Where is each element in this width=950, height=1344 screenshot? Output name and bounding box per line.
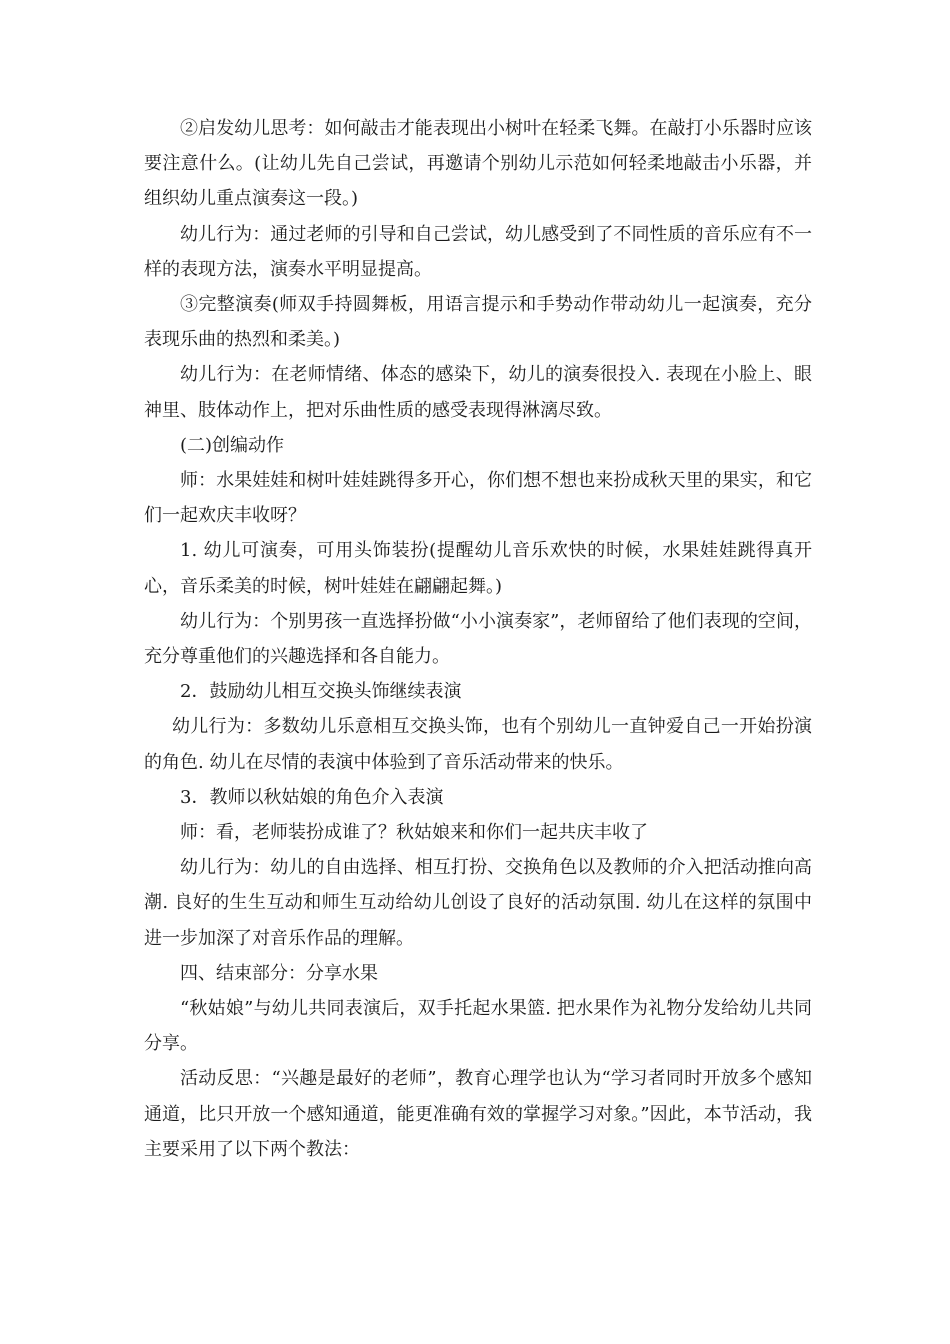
paragraph-step-1: 1. 幼儿可演奏，可用头饰装扮(提醒幼儿音乐欢快的时候，水果娃娃跳得真开心，音乐柔美的时候，树叶娃娃在翩翩起舞。) (144, 540, 812, 597)
paragraph-teacher-autumn: 师：看，老师装扮成谁了？秋姑娘来和你们一起共庆丰收了 (180, 822, 648, 844)
paragraph-inspire-thinking: ②启发幼儿思考：如何敲击才能表现出小树叶在轻柔飞舞。在敲打小乐器时应该要注意什么。(让幼儿先自己尝试，再邀请个别幼儿示范如何轻柔地敲击小乐器，并组织幼儿重点演奏这一段。) (144, 118, 812, 210)
paragraph-full-performance: ③完整演奏(师双手持圆舞板，用语言提示和手势动作带动幼儿一起演奏，充分表现乐曲的热烈和柔美。) (144, 294, 812, 351)
paragraph-child-behavior-5: 幼儿行为：幼儿的自由选择、相互打扮、交换角色以及教师的介入把活动推向高潮. 良好的生生互动和师生互动给幼儿创设了良好的活动氛围. 幼儿在这样的氛围中进一步加深了对音乐作品的理解。 (144, 857, 812, 949)
paragraph-share-fruit: “秋姑娘”与幼儿共同表演后，双手托起水果篮. 把水果作为礼物分发给幼儿共同分享。 (144, 998, 812, 1055)
section-heading-ending: 四、结束部分：分享水果 (180, 962, 378, 984)
paragraph-child-behavior-2: 幼儿行为：在老师情绪、体态的感染下，幼儿的演奏很投入. 表现在小脸上、眼神里、肢体动作上，把对乐曲性质的感受表现得淋漓尽致。 (144, 364, 812, 421)
paragraph-step-2: 2．鼓励幼儿相互交换头饰继续表演 (180, 681, 462, 703)
paragraph-step-3: 3．教师以秋姑娘的角色介入表演 (180, 786, 444, 808)
paragraph-teacher-prompt: 师：水果娃娃和树叶娃娃跳得多开心，你们想不想也来扮成秋天里的果实，和它们一起欢庆丰收呀？ (144, 470, 812, 527)
paragraph-child-behavior-1: 幼儿行为：通过老师的引导和自己尝试，幼儿感受到了不同性质的音乐应有不一样的表现方法，演奏水平明显提高。 (144, 223, 812, 280)
paragraph-reflection: 活动反思：“兴趣是最好的老师”，教育心理学也认为“学习者同时开放多个感知通道，比只开放一个感知通道，能更准确有效的掌握学习对象。”因此，本节活动，我主要采用了以下两个教法： (144, 1068, 812, 1160)
section-heading-create-movements: (二)创编动作 (180, 434, 285, 456)
document-body (144, 111, 812, 1167)
paragraph-child-behavior-4: 幼儿行为：多数幼儿乐意相互交换头饰，也有个别幼儿一直钟爱自己一开始扮演的角色. 幼儿在尽情的表演中体验到了音乐活动带来的快乐。 (144, 716, 812, 773)
paragraph-child-behavior-3: 幼儿行为：个别男孩一直选择扮做“小小演奏家”，老师留给了他们表现的空间，充分尊重他们的兴趣选择和各自能力。 (144, 610, 812, 668)
